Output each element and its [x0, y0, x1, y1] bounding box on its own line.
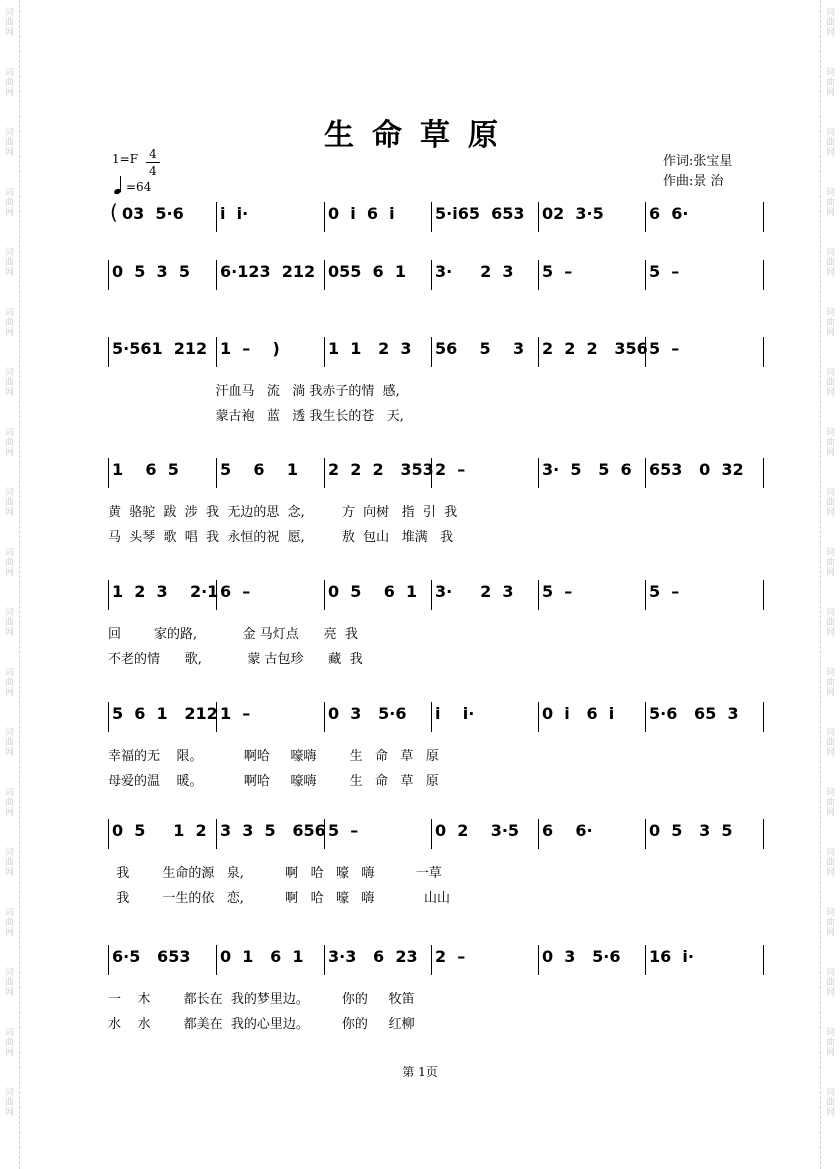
song-title: 生命草原: [324, 118, 516, 153]
music-system: [108, 817, 764, 927]
watermark-text: 词曲网: [4, 908, 14, 938]
watermark-text: 词曲网: [825, 908, 835, 938]
watermark-text: 词曲网: [4, 1028, 14, 1058]
measure: 1 –: [220, 704, 251, 723]
measure: 1 6 5: [112, 460, 179, 479]
watermark-text: 词曲网: [825, 1028, 835, 1058]
watermark-text: 词曲网: [825, 248, 835, 278]
measure: 5·i65 653: [435, 204, 525, 223]
watermark-text: 词曲网: [825, 788, 835, 818]
notation-line: [108, 817, 764, 847]
lyric-line: 马 头琴 歌 唱 我 永恒的祝 愿, 敖 包山 堆满 我: [108, 530, 453, 545]
watermark-text: 词曲网: [4, 788, 14, 818]
watermark-text: 词曲网: [4, 848, 14, 878]
lyric-line: 我 一生的依 恋, 啊 哈 嚎 嗨 山山: [108, 891, 450, 906]
watermark-text: 词曲网: [825, 488, 835, 518]
watermark-text: 词曲网: [4, 968, 14, 998]
measure: 0 5 6 1: [328, 582, 418, 601]
measure: 5 –: [649, 339, 680, 358]
tempo-value: =64: [126, 180, 152, 194]
lyric-line: 幸福的无 限。 啊哈 嚎嗨 生 命 草 原: [108, 749, 439, 764]
lyric-line: 我 生命的源 泉, 啊 哈 嚎 嗨 一草: [108, 866, 442, 881]
watermark-text: 词曲网: [4, 548, 14, 578]
notation-line: [108, 200, 764, 230]
measure: 6 6·: [649, 204, 689, 223]
measure: 5·6 65 3: [649, 704, 739, 723]
measure: 0 3 5·6: [542, 947, 621, 966]
music-system: [108, 456, 764, 566]
measure: 1 2 3 2·1: [112, 582, 219, 601]
composer-credit: 作曲:景 治: [663, 174, 724, 189]
measure: 3 3 5 656: [220, 821, 326, 840]
watermark-text: 词曲网: [825, 848, 835, 878]
watermark-text: 词曲网: [825, 128, 835, 158]
measure: 653 0 32: [649, 460, 744, 479]
measure: 6 –: [220, 582, 251, 601]
time-signature-bottom: 4: [146, 162, 160, 179]
watermark-text: 词曲网: [825, 1088, 835, 1118]
watermark-text: 词曲网: [4, 68, 14, 98]
music-system: [108, 943, 764, 1053]
watermark-text: 词曲网: [4, 1088, 14, 1118]
watermark-text: 词曲网: [4, 368, 14, 398]
measure: i i·: [220, 204, 249, 223]
measure: 055 6 1: [328, 262, 406, 281]
measure: i i·: [435, 704, 475, 723]
measure: 1 – ): [220, 339, 280, 358]
time-signature-top: 4: [149, 147, 157, 161]
lyric-line: 回 家的路, 金 马灯点 亮 我: [108, 627, 358, 642]
measure: 6 6·: [542, 821, 593, 840]
measure: 5 6 1: [220, 460, 298, 479]
measure: 02 3·5: [542, 204, 604, 223]
watermark-text: 词曲网: [4, 8, 14, 38]
watermark-text: 词曲网: [4, 668, 14, 698]
quarter-note-icon: [112, 176, 126, 194]
watermark-text: 词曲网: [4, 128, 14, 158]
watermark-text: 词曲网: [825, 8, 835, 38]
measure: 5 –: [542, 582, 573, 601]
measure: 5 6 1 212: [112, 704, 218, 723]
measure: 6·123 212: [220, 262, 316, 281]
watermark-text: 词曲网: [825, 548, 835, 578]
measure: 03 5·6: [122, 204, 184, 223]
measure: 2 –: [435, 460, 466, 479]
measure: 5 –: [542, 262, 573, 281]
time-signature: [146, 146, 160, 179]
notation-line: [108, 258, 764, 288]
measure: 16 i·: [649, 947, 694, 966]
notation-line: [108, 335, 764, 365]
measure: 2 2 2 353: [328, 460, 434, 479]
measure: 0 5 3 5: [649, 821, 733, 840]
lyric-line: 汗血马 流 淌 我赤子的情 感,: [108, 384, 400, 399]
watermark-text: 词曲网: [825, 368, 835, 398]
measure: 3· 5 5 6: [542, 460, 632, 479]
lyric-line: 黄 骆驼 跋 涉 我 无边的思 念, 方 向树 指 引 我: [108, 505, 458, 520]
watermark-text: 词曲网: [825, 68, 835, 98]
measure: 6·5 653: [112, 947, 191, 966]
notation-line: [108, 943, 764, 973]
measure: 5 –: [649, 582, 680, 601]
tempo-marking: [112, 176, 151, 194]
watermark-text: 词曲网: [825, 728, 835, 758]
watermark-text: 词曲网: [825, 308, 835, 338]
notation-line: [108, 700, 764, 730]
watermark-text: 词曲网: [4, 428, 14, 458]
lyric-line: 不老的情 歌, 蒙 古包珍 藏 我: [108, 652, 363, 667]
watermark-text: 词曲网: [825, 428, 835, 458]
measure: 2 2 2 356: [542, 339, 648, 358]
watermark-text: 词曲网: [4, 488, 14, 518]
measure: 1 1 2 3: [328, 339, 412, 358]
notation-line: [108, 456, 764, 486]
watermark-text: 词曲网: [4, 248, 14, 278]
notation-line: [108, 578, 764, 608]
watermark-text: 词曲网: [825, 608, 835, 638]
measure: 0 2 3·5: [435, 821, 520, 840]
watermark-text: 词曲网: [4, 728, 14, 758]
music-system: [108, 578, 764, 688]
watermark-text: 词曲网: [825, 188, 835, 218]
measure: 0 5 1 2: [112, 821, 207, 840]
measure: 3· 2 3: [435, 262, 514, 281]
watermark-text: 词曲网: [4, 308, 14, 338]
opening-parenthesis: (: [110, 200, 118, 224]
measure: 0 5 3 5: [112, 262, 190, 281]
lyric-line: 一 木 都长在 我的梦里边。 你的 牧笛: [108, 992, 415, 1007]
credits: [663, 152, 732, 192]
measure: 5 –: [649, 262, 680, 281]
watermark-text: 词曲网: [825, 968, 835, 998]
measure: 0 1 6 1: [220, 947, 304, 966]
left-watermark-strip: [0, 0, 20, 1169]
lyric-line: 蒙古袍 蓝 透 我生长的苍 天,: [108, 409, 404, 424]
measure: 0 3 5·6: [328, 704, 407, 723]
measure: 0 i 6 i: [328, 204, 395, 223]
measure: 5·561 212: [112, 339, 208, 358]
page-number: 第 1页: [402, 1065, 438, 1079]
measure: 3· 2 3: [435, 582, 514, 601]
measure: 5 –: [328, 821, 359, 840]
lyricist-credit: 作词:张宝星: [663, 154, 733, 169]
music-system: [108, 335, 764, 445]
measure: 0 i 6 i: [542, 704, 615, 723]
lyric-line: 母爱的温 暖。 啊哈 嚎嗨 生 命 草 原: [108, 774, 439, 789]
watermark-text: 词曲网: [4, 188, 14, 218]
measure: 2 –: [435, 947, 466, 966]
key-signature: 1=F: [112, 152, 139, 166]
right-watermark-strip: [820, 0, 840, 1169]
music-system: [108, 700, 764, 810]
watermark-text: 词曲网: [825, 668, 835, 698]
measure: 3·3 6 23: [328, 947, 418, 966]
lyric-line: 水 水 都美在 我的心里边。 你的 红柳: [108, 1017, 415, 1032]
watermark-text: 词曲网: [4, 608, 14, 638]
measure: 56 5 3: [435, 339, 525, 358]
